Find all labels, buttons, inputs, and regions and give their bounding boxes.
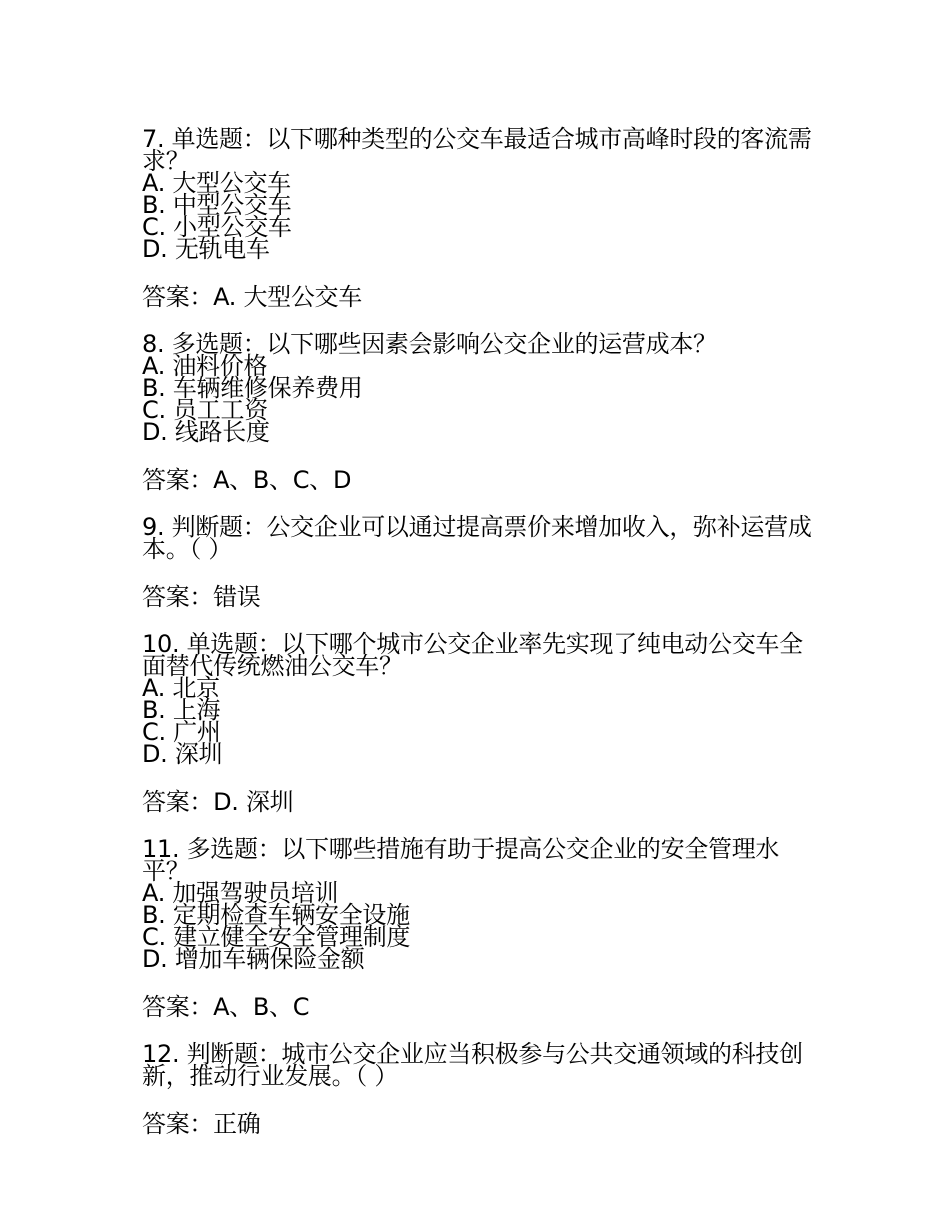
option-a: A. 北京	[142, 674, 220, 702]
question-title: 9. 判断题：公交企业可以通过提高票价来增加收入，弥补运营成本。（ ）	[142, 513, 812, 563]
question-title: 11. 多选题：以下哪些措施有助于提高公交企业的安全管理水平？	[142, 835, 780, 885]
answer: 答案：正确	[142, 1110, 261, 1138]
question-10	[142, 630, 812, 817]
question-title: 12. 判断题：城市公交企业应当积极参与公共交通领域的科技创新，推动行业发展。（ ）	[142, 1040, 803, 1090]
question-7	[142, 125, 812, 312]
option-d: D. 无轨电车	[142, 235, 270, 263]
option-b: B. 定期检查车辆安全设施	[142, 901, 410, 929]
answer: 答案：A、B、C、D	[142, 466, 352, 494]
option-c: C. 广州	[142, 718, 221, 746]
question-title: 8. 多选题：以下哪些因素会影响公交企业的运营成本？	[142, 330, 717, 358]
answer: 答案：错误	[142, 583, 261, 611]
question-8	[142, 330, 812, 495]
option-d: D. 线路长度	[142, 418, 270, 446]
option-c: C. 员工工资	[142, 396, 268, 424]
document-page	[142, 125, 812, 1160]
option-a: A. 大型公交车	[142, 169, 291, 197]
answer: 答案：A. 大型公交车	[142, 283, 362, 311]
answer: 答案：D. 深圳	[142, 788, 294, 816]
option-a: A. 加强驾驶员培训	[142, 879, 339, 907]
option-b: B. 上海	[142, 696, 221, 724]
option-c: C. 小型公交车	[142, 213, 292, 241]
question-12	[142, 1040, 812, 1139]
question-title: 10. 单选题：以下哪个城市公交企业率先实现了纯电动公交车全面替代传统燃油公交车？	[142, 630, 803, 680]
question-title: 7. 单选题：以下哪种类型的公交车最适合城市高峰时段的客流需求？	[142, 125, 812, 175]
option-d: D. 增加车辆保险金额	[142, 945, 365, 973]
option-b: B. 车辆维修保养费用	[142, 374, 363, 402]
question-11	[142, 835, 812, 1022]
option-c: C. 建立健全安全管理制度	[142, 923, 411, 951]
option-b: B. 中型公交车	[142, 191, 292, 219]
option-d: D. 深圳	[142, 740, 223, 768]
answer: 答案：A、B、C	[142, 993, 310, 1021]
option-a: A. 油料价格	[142, 352, 268, 380]
question-9	[142, 513, 812, 612]
